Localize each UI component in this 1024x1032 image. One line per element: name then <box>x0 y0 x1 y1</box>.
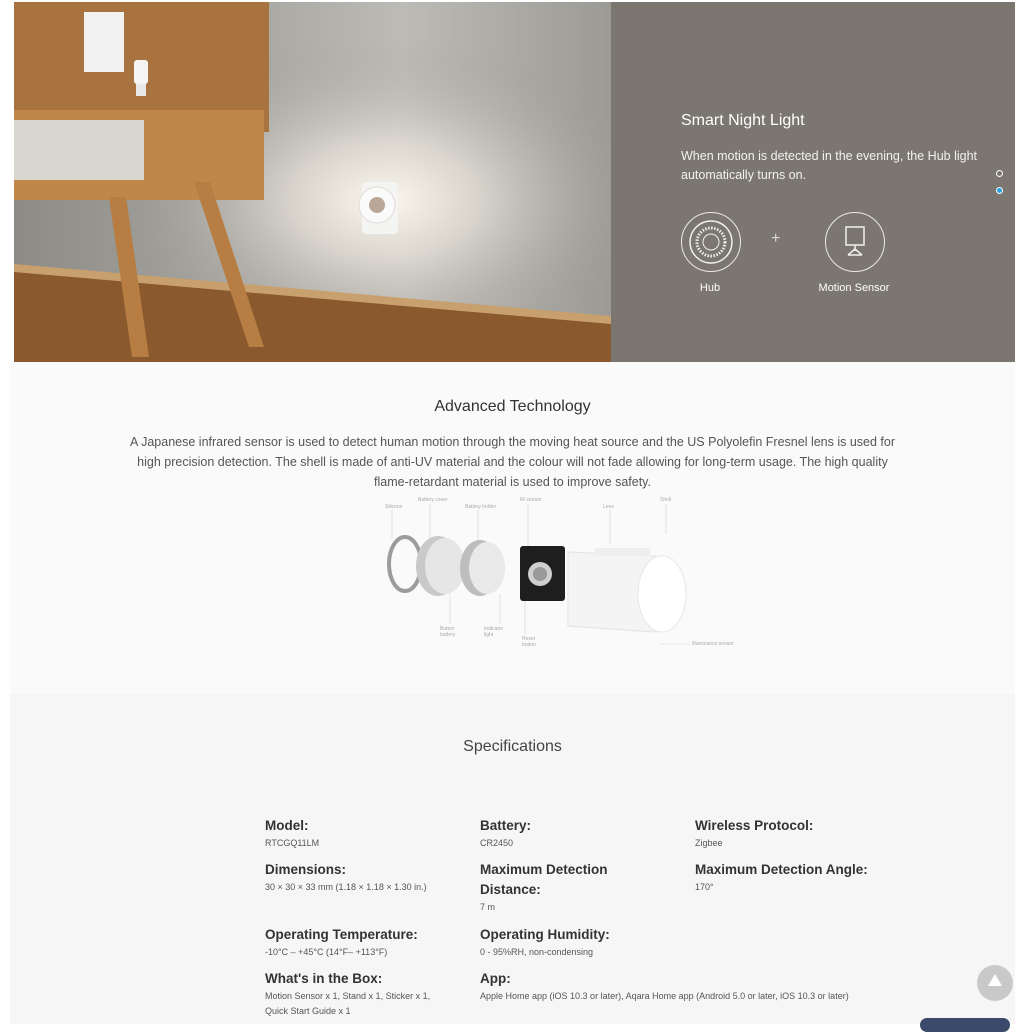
night-light-photo <box>14 2 611 362</box>
slide-dot-1[interactable] <box>996 170 1003 177</box>
spec-value: 0 - 95%RH, non-condensing <box>480 947 594 957</box>
spec-value: -10°C – +45°C (14°F– +113°F) <box>265 947 388 957</box>
spec-operating-temperature <box>265 925 465 960</box>
spec-value: 7 m <box>480 902 496 912</box>
part-label-shell: Shell <box>660 497 672 503</box>
feature-title: Smart Night Light <box>681 112 805 129</box>
spec-value: RTCGQ11LM <box>265 838 320 848</box>
tech-description: A Japanese infrared sensor is used to detect human motion through the moving heat source and the US Polyolefin Fresnel lens is used for high precision detection. The shell is made of anti-UV material and the colour will not fade allowing for long-term usage. The high quality flame-retardant material is used to improve safety. <box>129 435 896 489</box>
spec-label: Model: <box>265 818 309 833</box>
part-label-ir-sensor: IR sensor <box>520 497 542 503</box>
spec-label: Operating Temperature: <box>265 927 418 942</box>
tech-title: Advanced Technology <box>434 398 591 415</box>
exploded-view-diagram <box>370 494 760 669</box>
spec-value: 170° <box>695 882 714 892</box>
slide-indicators <box>996 170 1003 204</box>
feature-panel <box>611 2 1015 362</box>
part-label-silicone: Silicone <box>385 504 403 510</box>
part-label-button-battery: Button battery <box>440 626 456 638</box>
spec-label: Battery: <box>480 818 532 833</box>
motion-sensor-icon <box>825 212 885 272</box>
motion-sensor-label: Motion Sensor <box>818 282 890 294</box>
part-label-illuminance-sensor: Illuminance sensor <box>692 641 734 647</box>
part-label-battery-holder: Battery holder <box>465 504 497 510</box>
spec-label: Operating Humidity: <box>480 927 610 942</box>
spec-label: Dimensions: <box>265 862 347 877</box>
spec-value: Motion Sensor x 1, Stand x 1, Sticker x 1, Quick Start Guide x 1 <box>265 991 431 1016</box>
spec-label: What's in the Box: <box>265 971 383 986</box>
spec-value: CR2450 <box>480 838 514 848</box>
part-label-reset-button: Reset button <box>522 636 536 648</box>
spec-app <box>480 969 890 1004</box>
scroll-to-top-button[interactable] <box>977 965 1013 1001</box>
spec-battery <box>480 816 680 851</box>
hub-label: Hub <box>699 282 721 294</box>
spec-operating-humidity <box>480 925 680 960</box>
specs-title: Specifications <box>463 738 562 755</box>
spec-value: Zigbee <box>695 838 723 848</box>
part-label-indicator-light: Indicator light <box>484 626 504 638</box>
part-label-lens: Lens <box>603 504 614 510</box>
spec-value: 30 × 30 × 33 mm (1.18 × 1.18 × 1.30 in.) <box>265 882 427 892</box>
spec-model <box>265 816 465 851</box>
spec-label: Maximum Detection Angle: <box>695 862 868 877</box>
slide-dot-2-active[interactable] <box>996 187 1003 194</box>
hero-banner <box>14 2 1015 362</box>
spec-label: App: <box>480 971 511 986</box>
feature-description: When motion is detected in the evening, the Hub light automatically turns on. <box>681 149 978 182</box>
spec-wireless-protocol <box>695 816 915 851</box>
spec-max-detection-distance <box>480 860 650 915</box>
spec-label: Maximum Detection Distance: <box>480 862 608 897</box>
spec-max-detection-angle <box>695 860 915 895</box>
part-label-battery-cover: Battery cover <box>418 497 448 503</box>
spec-value: Apple Home app (iOS 10.3 or later), Aqara Home app (Android 5.0 or later, iOS 10.3 or later) <box>480 991 849 1001</box>
spec-label: Wireless Protocol: <box>695 818 814 833</box>
arrow-up-icon <box>988 974 1002 986</box>
spec-whats-in-the-box <box>265 969 455 1019</box>
specifications-section <box>10 694 1015 1024</box>
hub-icon <box>681 212 741 272</box>
plus-sign: + <box>771 230 781 247</box>
chat-widget-button[interactable] <box>920 1018 1010 1032</box>
spec-dimensions <box>265 860 455 895</box>
advanced-technology-section <box>10 362 1015 694</box>
